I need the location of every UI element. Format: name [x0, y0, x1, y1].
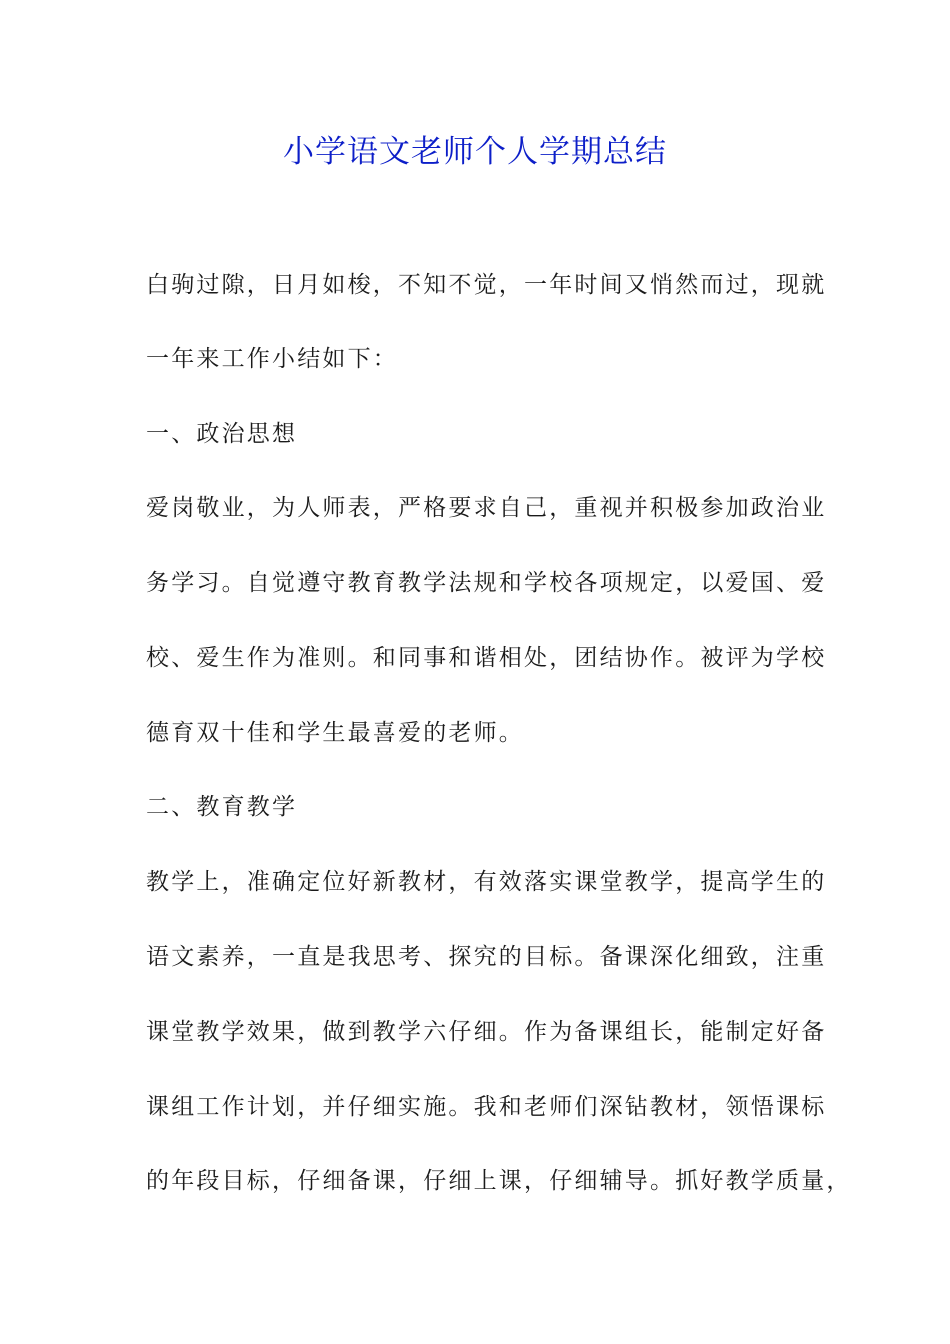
paragraph-line: 爱岗敬业，为人师表，严格要求自己，重视并积极参加政治业: [146, 495, 827, 521]
paragraph-line: 的年段目标，仔细备课，仔细上课，仔细辅导。抓好教学质量，: [146, 1168, 852, 1194]
document-title: 小学语文老师个人学期总结: [283, 134, 667, 170]
paragraph-line: 德育双十佳和学生最喜爱的老师。: [146, 720, 524, 746]
section-heading: 二、教育教学: [146, 794, 298, 820]
paragraph-line: 课组工作计划，并仔细实施。我和老师们深钻教材，领悟课标: [146, 1094, 827, 1120]
paragraph-line: 一年来工作小结如下：: [146, 346, 398, 372]
paragraph-line: 课堂教学效果，做到教学六仔细。作为备课组长，能制定好备: [146, 1019, 827, 1045]
paragraph-line: 校、爱生作为准则。和同事和谐相处，团结协作。被评为学校: [146, 645, 827, 671]
paragraph-line: 语文素养，一直是我思考、探究的目标。备课深化细致，注重: [146, 944, 827, 970]
paragraph-line: 白驹过隙，日月如梭，不知不觉，一年时间又悄然而过，现就: [146, 272, 827, 298]
paragraph-line: 教学上，准确定位好新教材，有效落实课堂教学，提高学生的: [146, 869, 827, 895]
paragraph-line: 务学习。自觉遵守教育教学法规和学校各项规定，以爱国、爱: [146, 570, 827, 596]
section-heading: 一、政治思想: [146, 421, 298, 447]
